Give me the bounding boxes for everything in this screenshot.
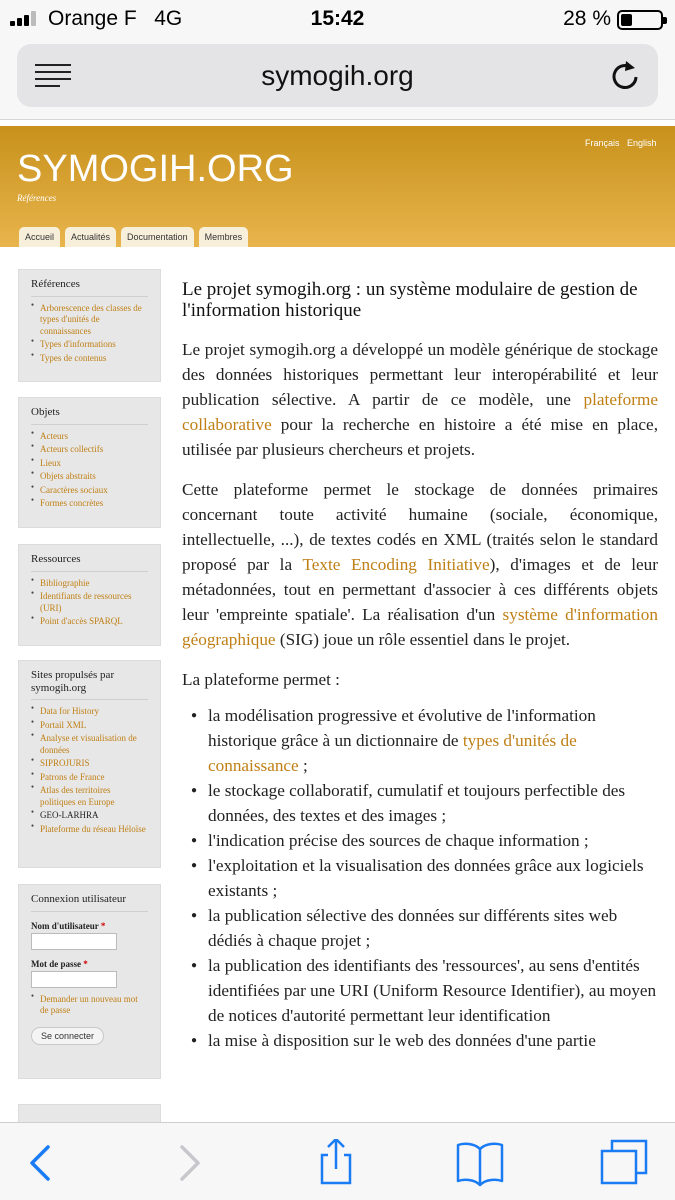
reload-icon[interactable] bbox=[610, 58, 642, 92]
list-item: ● le stockage collaboratif, cumulatif et toujours perfectible des données, des textes et des images ; bbox=[208, 778, 658, 828]
username-label: Nom d'utilisateur * bbox=[31, 920, 106, 931]
sidebar-link[interactable]: ● Formes concrètes bbox=[40, 498, 148, 510]
tab-actualites[interactable]: Actualités bbox=[65, 227, 116, 247]
block-title: Objets bbox=[31, 398, 148, 425]
block-references bbox=[18, 269, 161, 382]
tabs-icon[interactable] bbox=[598, 1139, 654, 1187]
site-slogan: Références bbox=[17, 193, 57, 203]
block-title: Sites propulsés par symogih.org bbox=[31, 661, 148, 700]
sidebar-link[interactable]: ● Atlas des territoires politiques en Europe bbox=[40, 785, 148, 808]
block-title: Connexion utilisateur bbox=[31, 885, 148, 912]
link-types[interactable]: types d'unités de connaissance bbox=[208, 730, 577, 775]
tab-documentation[interactable]: Documentation bbox=[121, 227, 194, 247]
main-content bbox=[182, 280, 658, 1053]
tab-accueil[interactable]: Accueil bbox=[19, 227, 60, 247]
block-ressources bbox=[18, 544, 161, 646]
sidebar-link[interactable]: ● SIPROJURIS bbox=[40, 758, 148, 770]
block-sites bbox=[18, 660, 161, 868]
sidebar-link[interactable]: ● Lieux bbox=[40, 458, 148, 470]
sidebar-link[interactable]: ● Point d'accès SPARQL bbox=[40, 616, 148, 628]
battery-percent: 28 % bbox=[563, 7, 611, 30]
main-nav bbox=[19, 227, 253, 247]
list-intro: La plateforme permet : bbox=[182, 669, 340, 689]
sidebar-link[interactable]: ● Acteurs bbox=[40, 431, 148, 443]
sidebar-link[interactable]: ● Caractères sociaux bbox=[40, 485, 148, 497]
sidebar-link[interactable]: ● Bibliographie bbox=[40, 578, 148, 590]
sidebar-link[interactable]: ● Plateforme du réseau Héloïse bbox=[40, 824, 148, 836]
password-label: Mot de passe * bbox=[31, 958, 88, 969]
new-password-link[interactable]: ● Demander un nouveau mot de passe bbox=[40, 994, 148, 1017]
share-icon[interactable] bbox=[308, 1139, 364, 1187]
link-plateforme[interactable]: plateforme collaborative bbox=[182, 389, 658, 434]
sidebar-link[interactable]: ● Analyse et visualisation de données bbox=[40, 733, 148, 756]
link-sig[interactable]: système d'information géographique bbox=[182, 604, 658, 649]
back-icon[interactable] bbox=[14, 1139, 70, 1187]
username-field[interactable] bbox=[31, 933, 117, 950]
list-item: ● l'exploitation et la visualisation des données grâce aux logiciels existants ; bbox=[208, 853, 658, 903]
sidebar-link[interactable]: ● Types de contenus bbox=[40, 353, 148, 365]
browser-toolbar bbox=[0, 1122, 675, 1200]
sidebar-link[interactable]: ● Identifiants de ressources (URI) bbox=[40, 591, 148, 614]
sidebar-link[interactable]: ● Data for History bbox=[40, 706, 148, 718]
carrier-network: Orange F 4G bbox=[48, 7, 183, 30]
sidebar-link[interactable]: ● GEO-LARHRA bbox=[40, 810, 148, 822]
address-bar[interactable] bbox=[17, 44, 658, 107]
link-tei[interactable]: Texte Encoding Initiative bbox=[302, 554, 490, 574]
clock: 15:42 bbox=[310, 7, 365, 30]
login-button[interactable]: Se connecter bbox=[31, 1027, 104, 1045]
url-text[interactable]: symogih.org bbox=[261, 60, 414, 91]
list-item: ● la modélisation progressive et évolutive de l'information historique grâce à un dictionnaire de types d'unités de connaissance ; bbox=[208, 703, 658, 778]
block-title: Références bbox=[31, 270, 148, 297]
battery-icon bbox=[617, 10, 663, 30]
block-objets bbox=[18, 397, 161, 528]
forward-icon[interactable] bbox=[160, 1139, 216, 1187]
sidebar-link[interactable]: ● Portail XML bbox=[40, 720, 148, 732]
sidebar-link[interactable]: ● Objets abstraits bbox=[40, 471, 148, 483]
intro-paragraph: Le projet symogih.org a développé un modèle générique de stockage des données historiques permettant leur interopérabilité et leur publication sélective. A partir de ce modèle, une plateforme collaborative pour la recherche en histoire a été mise en place, utilisée par plusieurs chercheurs et projets. bbox=[182, 339, 658, 459]
block-login bbox=[18, 884, 161, 1079]
lang-en-link[interactable]: English bbox=[627, 138, 657, 148]
sidebar-link[interactable]: ● Acteurs collectifs bbox=[40, 444, 148, 456]
sidebar-link[interactable]: ● Patrons de France bbox=[40, 772, 148, 784]
tab-membres[interactable]: Membres bbox=[199, 227, 249, 247]
bookmarks-icon[interactable] bbox=[452, 1139, 508, 1187]
list-item: ● la publication des identifiants des 'ressources', au sens d'entités identifiées par une URI (Uniform Resource Identifier), au moyen de notices d'autorité permettant leur identification bbox=[208, 953, 658, 1028]
browser-bar bbox=[0, 38, 675, 120]
site-title[interactable]: SYMOGIH.ORG bbox=[17, 148, 294, 190]
platform-paragraph: Cette plateforme permet le stockage de données primaires concernant toute activité humaine (sociale, économique, intellectuelle, ...), de textes codés en XML (traités selon le standard proposé par la Texte Encoding Initiative), d'images et de leur métadonnées, tout en permettant d'associer à ces différents objets leur 'empreinte spatiale'. La réalisation d'un système d'information géographique (SIG) joue un rôle essentiel dans le projet. bbox=[182, 479, 658, 649]
list-item: ● la mise à disposition sur le web des données d'une partie bbox=[208, 1028, 658, 1053]
site-header bbox=[0, 126, 675, 247]
list-item: ● l'indication précise des sources de chaque information ; bbox=[208, 828, 658, 853]
feature-list bbox=[208, 703, 658, 1053]
password-field[interactable] bbox=[31, 971, 117, 988]
page-title: Le projet symogih.org : un système modulaire de gestion de l'information historique bbox=[182, 279, 638, 321]
lang-fr-link[interactable]: Français bbox=[585, 138, 620, 148]
block-title: Ressources bbox=[31, 545, 148, 572]
status-bar bbox=[0, 0, 675, 38]
block-next bbox=[18, 1104, 161, 1124]
sidebar-link[interactable]: ● Arborescence des classes de types d'unités de connaissances bbox=[40, 303, 148, 338]
list-item: ● la publication sélective des données sur différents sites web dédiés à chaque projet ; bbox=[208, 903, 658, 953]
sidebar-link[interactable]: ● Types d'informations bbox=[40, 339, 148, 351]
